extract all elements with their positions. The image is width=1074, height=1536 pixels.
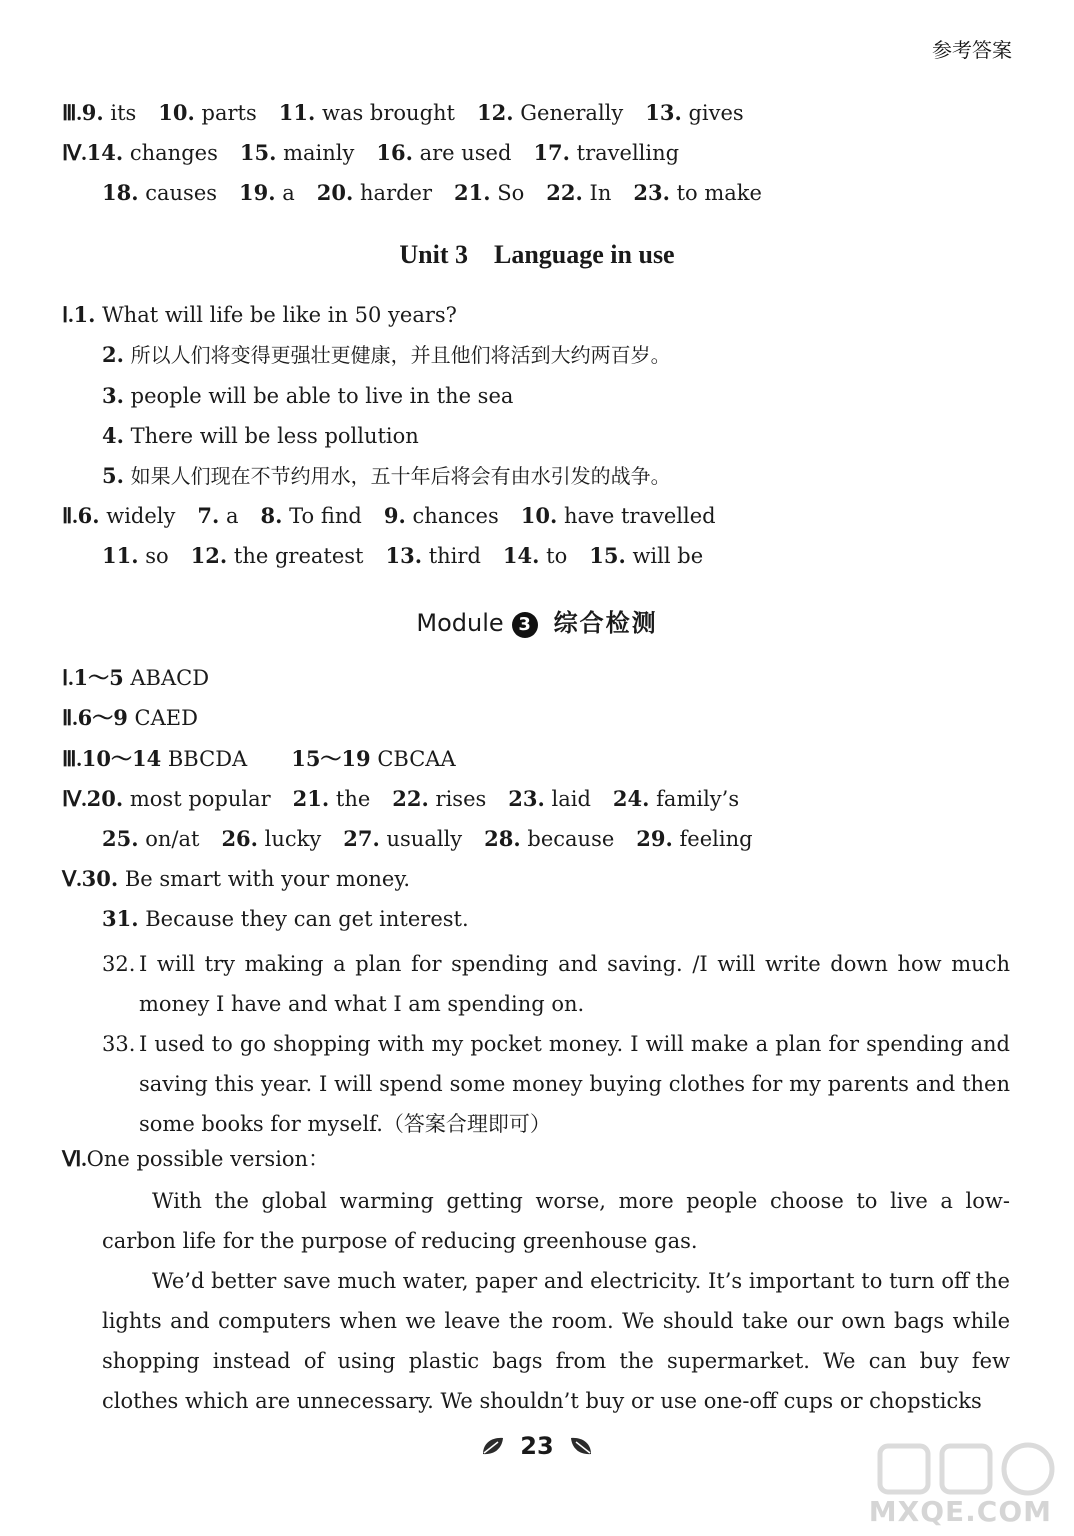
item-number: 6～9 <box>77 705 128 730</box>
roman-numeral: Ⅲ. <box>62 747 82 771</box>
page-number: 23 <box>520 1432 554 1460</box>
item-number: 15. <box>589 543 626 568</box>
item-number: 15. <box>239 140 277 165</box>
unit-title: Unit 3 Language in use <box>399 240 675 269</box>
leaf-icon <box>480 1435 506 1457</box>
item-number: 13. <box>645 100 682 125</box>
item-answer: laid <box>551 787 591 811</box>
item-number: 21. <box>454 180 491 205</box>
item-answer: a <box>226 504 239 528</box>
item-number: 8. <box>260 503 283 528</box>
item-number: 9. <box>81 100 104 125</box>
answer-row <box>62 300 457 330</box>
answer-row <box>102 178 784 208</box>
item-answer: There will be less pollution <box>130 424 419 448</box>
item-number: 25. <box>102 826 139 851</box>
item-number: 4. <box>102 423 124 448</box>
item-number: 31. <box>102 906 139 931</box>
answer-row <box>62 501 738 531</box>
item-answer: Generally <box>520 101 624 125</box>
item-answer: people will be able to live in the sea <box>130 384 514 408</box>
item-answer: rises <box>435 787 487 811</box>
item-answer: lucky <box>264 827 322 851</box>
item-answer: travelling <box>576 141 680 165</box>
item-number: 14. <box>502 543 540 568</box>
module-prefix: Module <box>416 609 504 637</box>
item-answer: mainly <box>283 141 355 165</box>
item-answer: a <box>282 181 295 205</box>
item-answer: will be <box>632 544 704 568</box>
item-number: 27. <box>343 826 380 851</box>
answer-row <box>102 421 419 451</box>
item-number: 16. <box>376 140 413 165</box>
item-number: 32. <box>102 952 136 976</box>
item-answer: third <box>428 544 481 568</box>
item-answer: I used to go shopping with my pocket money. I will make a plan for spending and saving this year. I will spend some money buying clothes for my parents and then some books for myself.（答案合理即可） <box>139 1032 1010 1136</box>
roman-numeral: Ⅴ. <box>62 867 82 891</box>
item-number: 20. <box>316 180 354 205</box>
item-number: 13. <box>385 543 423 568</box>
item-number: 33. <box>102 1032 136 1056</box>
item-number: 10. <box>158 100 195 125</box>
answer-row <box>62 784 761 814</box>
item-answer: Because they can get interest. <box>145 907 469 931</box>
item-answer: ABACD <box>130 666 210 690</box>
item-answer: family’s <box>656 787 740 811</box>
item-answer: Be smart with your money. <box>124 867 411 891</box>
item-answer: I will try making a plan for spending and saving. /I will write down how much money I have and what I am spending on. <box>139 952 1010 1016</box>
answer-row <box>102 824 775 854</box>
answer-row <box>102 904 469 934</box>
item-number: 14. <box>86 140 124 165</box>
version-label: One possible version： <box>86 1147 330 1171</box>
item-answer: 如果人们现在不节约用水，五十年后将会有由水引发的战争。 <box>130 464 671 488</box>
item-answer: its <box>110 101 137 125</box>
item-number: 10. <box>520 503 558 528</box>
item-answer: What will life be like in 50 years? <box>102 303 457 327</box>
item-number: 22. <box>546 180 583 205</box>
roman-numeral: Ⅰ. <box>62 303 74 327</box>
item-answer: feeling <box>679 827 753 851</box>
item-answer: so <box>145 544 169 568</box>
answer-row <box>62 138 701 168</box>
answer-row <box>62 98 766 128</box>
item-answer: BBCDA <box>167 747 248 771</box>
roman-numeral: Ⅲ. <box>62 101 82 125</box>
item-number: 9. <box>383 503 406 528</box>
roman-numeral: Ⅱ. <box>62 504 78 528</box>
item-answer: most popular <box>129 787 271 811</box>
item-number: 5. <box>102 463 124 488</box>
answer-row <box>102 541 725 571</box>
item-number: 18. <box>102 180 139 205</box>
item-number: 30. <box>81 866 119 891</box>
roman-numeral: Ⅱ. <box>62 706 78 730</box>
module-number-badge: 3 <box>512 612 538 638</box>
item-number: 11. <box>278 100 316 125</box>
leaf-icon <box>568 1435 594 1457</box>
item-answer: In <box>589 181 612 205</box>
item-number: 21. <box>292 786 330 811</box>
answer-row <box>102 381 513 411</box>
watermark-text: MXQE.COM <box>868 1495 1052 1528</box>
item-answer: changes <box>129 141 218 165</box>
item-answer: To find <box>289 504 362 528</box>
item-number: 2. <box>102 342 124 367</box>
item-number: 19. <box>239 180 276 205</box>
item-number: 6. <box>77 503 100 528</box>
roman-numeral: Ⅰ. <box>62 666 74 690</box>
answer-block <box>102 944 1010 1024</box>
roman-numeral: Ⅳ. <box>62 787 87 811</box>
item-number: 29. <box>636 826 673 851</box>
item-number: 23. <box>633 180 670 205</box>
item-answer: the <box>335 787 371 811</box>
item-answer: was brought <box>321 101 455 125</box>
item-answer: have travelled <box>563 504 716 528</box>
answer-block <box>102 1024 1010 1144</box>
answer-row <box>102 461 671 491</box>
watermark-logo-icon <box>870 1440 1060 1500</box>
answer-row <box>62 744 456 774</box>
item-answer: the greatest <box>233 544 364 568</box>
item-answer: So <box>497 181 525 205</box>
module-title <box>0 603 1074 638</box>
item-answer: harder <box>360 181 433 205</box>
header-label: 参考答案 <box>932 38 1012 62</box>
item-answer: gives <box>688 101 744 125</box>
item-number: 24. <box>612 786 650 811</box>
item-number: 7. <box>197 503 220 528</box>
item-number: 20. <box>86 786 124 811</box>
item-answer: widely <box>106 504 176 528</box>
item-number: 12. <box>477 100 514 125</box>
item-number: 10～14 <box>81 746 162 771</box>
item-answer: to make <box>676 181 762 205</box>
item-answer: chances <box>412 504 499 528</box>
watermark <box>870 1440 1060 1530</box>
item-number: 15～19 <box>291 746 371 771</box>
item-answer: to <box>546 544 568 568</box>
roman-numeral: Ⅳ. <box>62 141 87 165</box>
essay-paragraph: With the global warming getting worse, more people choose to live a low-carbon life for the purpose of reducing greenhouse gas. <box>102 1189 1010 1253</box>
item-answer: causes <box>145 181 218 205</box>
answer-row <box>62 864 410 894</box>
item-number: 3. <box>102 383 124 408</box>
item-number: 12. <box>190 543 228 568</box>
item-answer: on/at <box>145 827 200 851</box>
item-answer: 所以人们将变得更强壮更健康，并且他们将活到大约两百岁。 <box>130 343 671 367</box>
roman-numeral: Ⅵ. <box>62 1147 87 1171</box>
answer-row <box>102 340 671 370</box>
item-number: 11. <box>102 543 139 568</box>
item-answer: usually <box>386 827 463 851</box>
item-answer: are used <box>419 141 512 165</box>
item-number: 23. <box>508 786 545 811</box>
item-answer: because <box>527 827 615 851</box>
item-number: 1～5 <box>73 665 124 690</box>
item-answer: CAED <box>134 706 198 730</box>
item-number: 1. <box>73 302 96 327</box>
item-number: 26. <box>221 826 258 851</box>
answer-row <box>62 663 209 693</box>
item-answer: parts <box>201 101 257 125</box>
item-number: 22. <box>392 786 429 811</box>
module-heading: 综合检测 <box>553 609 658 637</box>
answer-row <box>62 1144 329 1174</box>
item-number: 28. <box>484 826 521 851</box>
essay-paragraph: We’d better save much water, paper and electricity. It’s important to turn off the lights and computers when we leave the room. We should take our own bags while shopping instead of using plastic bags from the supermarket. We can buy few clothes which are unnecessary. We shouldn’t buy or use one-off cups or chopsticks <box>102 1269 1010 1413</box>
item-answer: CBCAA <box>377 747 456 771</box>
answer-row <box>62 703 198 733</box>
item-number: 17. <box>533 140 570 165</box>
